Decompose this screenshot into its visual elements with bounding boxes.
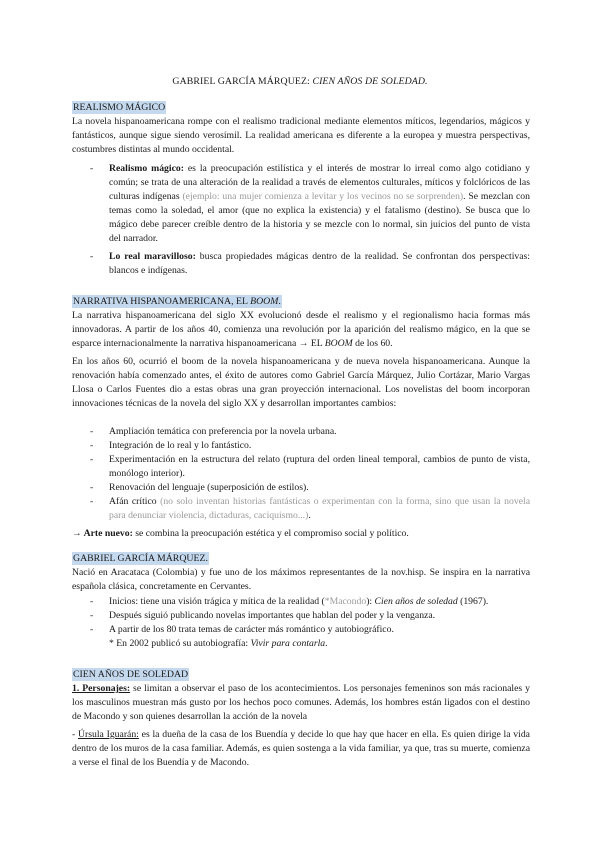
list-item: - Inicios: tiene una visión trágica y mítica de la realidad (*Macondo): Cien años de soledad (1967). <box>72 595 530 609</box>
heading-narrativa-boom: NARRATIVA HISPANOAMERICANA, EL BOOM. <box>73 296 281 307</box>
list-item: - Lo real maravilloso: busca propiedades mágicas dentro de la realidad. Se confrontan dos perspectivas: blancos e indígenas. <box>72 250 530 278</box>
list-item: - A partir de los 80 trata temas de carácter más romántico y autobiográfico. <box>72 623 530 637</box>
list-item: - Después siguió publicando novelas importantes que hablan del poder y la venganza. <box>72 609 530 623</box>
boom-paragraph-2: En los años 60, ocurrió el boom de la novela hispanoamericana y de nueva novela hispanoamericana. Aunque la renovación había comenzado antes, el éxito de autores como Gabriel García Márquez, Julio Cortázar, Mario Vargas Llosa o Carlos Fuentes dio a estas obras una gran proyección internacional. Los novelistas del boom incorporan innovaciones técnicas de la novela del siglo XX y desarrollan importantes cambios: <box>72 356 530 409</box>
arte-nuevo-line: → Arte nuevo: se combina la preocupación estética y el compromiso social y político. <box>72 528 409 539</box>
list-item: - Renovación del lenguaje (superposición de estilos). <box>72 481 530 495</box>
critic-note: (no solo inventan historias fantásticas o experimentan con la forma, sino que usan la novela para denunciar violencia, dictaduras, caciquismo...) <box>109 496 530 521</box>
realismo-list <box>72 162 530 282</box>
biography-paragraph: Nació en Aracataca (Colombia) y fue uno de los máximos representantes de la nov.hisp. Se inspira en la narrativa española clásica, concretamente en Cervantes. <box>72 567 530 592</box>
heading-cien-anos: CIEN AÑOS DE SOLEDAD <box>73 669 189 680</box>
real-maravilloso-label: Lo real maravilloso: <box>109 251 196 262</box>
title-work: CIEN AÑOS DE SOLEDAD. <box>312 76 428 87</box>
heading-garcia-marquez: GABRIEL GARCÍA MÁRQUEZ. <box>73 553 208 564</box>
list-item: - Experimentación en la estructura del relato (ruptura del orden lineal temporal, cambios de punto de vista, monólogo interior). <box>72 453 530 481</box>
list-item: - Realismo mágico: es la preocupación estilística y el interés de mostrar lo irreal como algo cotidiano y común; se trata de una alteración de la realidad a través de elementos culturales, míticos y folclóricos de las culturas indígenas (ejemplo: una mujer comienza a levitar y los vecinos no se sorprenden). Se mezclan con temas como la soledad, el amor (que no explica la existencia) y el fatalismo (destino). Se busca que lo mágico debe parecer creíble dentro de la historia y se mezcle con lo normal, sin juicios del punto de vista del narrador. <box>72 162 530 246</box>
career-list <box>72 595 530 637</box>
arrow-glyph: → <box>298 338 309 349</box>
realismo-intro-paragraph: La novela hispanoamericana rompe con el realismo tradicional mediante elementos míticos, legendarios, mágicos y fantásticos, aunque sigue siendo verosímil. La realidad americana es diferente a la europea y muestra perspectivas, costumbres distintas al mundo occidental. <box>72 116 530 155</box>
arrow-glyph: → <box>72 528 82 539</box>
heading-realismo-magico: REALISMO MÁGICO <box>73 102 166 113</box>
autobiography-note: * En 2002 publicó su autobiografía: Vivir para contarla. <box>109 638 328 649</box>
title-author: GABRIEL GARCÍA MÁRQUEZ: <box>172 76 310 87</box>
document-title <box>0 76 600 87</box>
personajes-paragraph: 1. Personajes: se limitan a observar el paso de los acontecimientos. Los personajes femeninos son más racionales y los masculinos muestran más gusto por los hechos poco comunes. Además, los hombres están ligados con el destino de Macondo y son quienes desarrollan la acción de la novela <box>72 683 530 722</box>
ursula-paragraph: - Úrsula Iguarán: es la dueña de la casa de los Buendía y decide lo que hay que hacer en ella. Es quien dirige la vida dentro de los muros de la casa familiar. Además, es quien sostenga a la vida familiar, ya que, tras su muerte, comienza a verse el final de los Buendía y de Macondo. <box>72 729 530 768</box>
levitation-example: (ejemplo: una mujer comienza a levitar y los vecinos no se sorprenden) <box>182 191 464 202</box>
list-item: - Afán crítico (no solo inventan historias fantásticas o experimentan con la forma, sino que usan la novela para denunciar violencia, dictaduras, caciquismo...). <box>72 495 530 523</box>
personajes-label: 1. Personajes: <box>72 683 131 694</box>
boom-paragraph-1: La narrativa hispanoamericana del siglo XX evolucionó desde el realismo y el regionalismo hacia formas más innovadoras. A partir de los años 40, comienza una revolución por la aparición del realismo mágico, en la que se esparce internacionalmente la narrativa hispanoamericana → EL BOOM de los 60. <box>72 310 530 349</box>
boom-changes-list <box>72 425 530 523</box>
realismo-magico-label: Realismo mágico: <box>109 163 184 174</box>
ursula-name: Úrsula Iguarán: <box>78 729 139 740</box>
list-item: - Integración de lo real y lo fantástico. <box>72 439 530 453</box>
list-item: - Ampliación temática con preferencia por la novela urbana. <box>72 425 530 439</box>
macondo-note: *Macondo <box>324 596 367 607</box>
